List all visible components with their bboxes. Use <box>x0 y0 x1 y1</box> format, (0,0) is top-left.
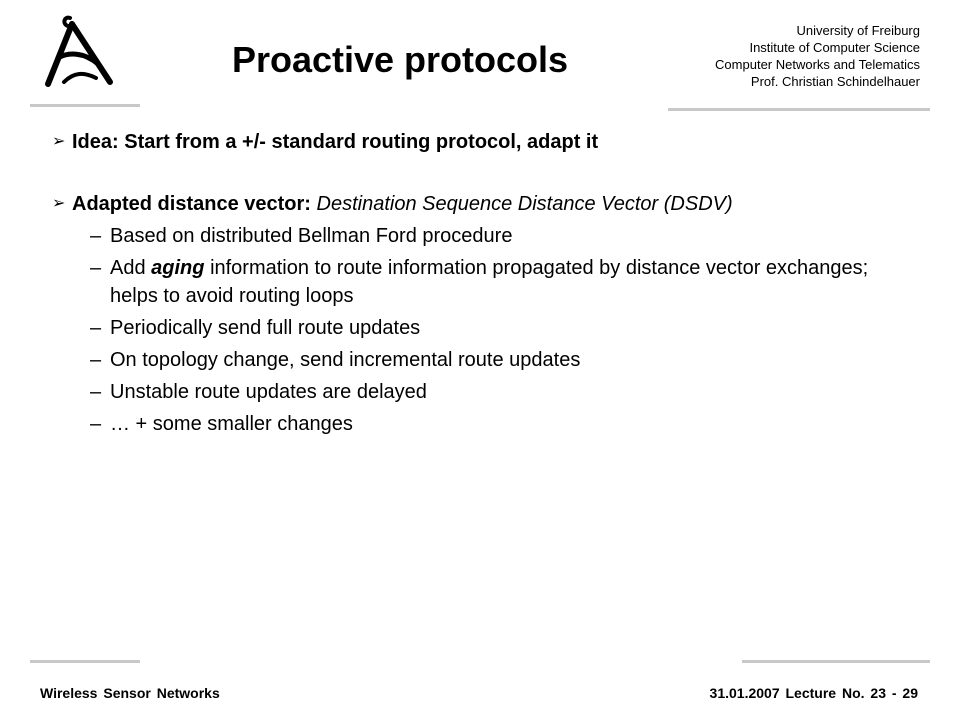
sub-item <box>90 346 912 374</box>
sub-text-emphasis: aging <box>151 257 205 279</box>
sub-item-text: Periodically send full route updates <box>110 317 421 339</box>
dash-marker: – <box>90 413 102 435</box>
sub-item-text: On topology change, send incremental route updates <box>110 349 581 371</box>
lecture-info: 31.01.2007 Lecture No. 23 - 29 <box>709 685 918 701</box>
sub-item-text: Unstable route updates are delayed <box>110 381 427 403</box>
institution-line: University of Freiburg <box>796 23 920 38</box>
arrowhead-bullet-icon: ➢ <box>52 195 66 212</box>
institution-block <box>715 22 920 90</box>
sub-item <box>90 222 912 250</box>
university-logo-icon <box>40 12 122 92</box>
sub-text-post: information to route information propagated by distance vector exchanges; helps to avoid routing loops <box>110 257 869 307</box>
institution-line: Computer Networks and Telematics <box>715 57 920 72</box>
bullet-lead: Adapted distance vector: <box>72 193 311 215</box>
bullet-text: Idea: Start from a +/- standard routing protocol, adapt it <box>72 131 599 153</box>
bullet-italic: Destination Sequence Distance Vector (DSDV) <box>316 193 733 215</box>
bullet-dsdv <box>52 190 912 218</box>
dash-marker: – <box>90 257 102 279</box>
institution-line: Prof. Christian Schindelhauer <box>750 74 920 89</box>
sub-item <box>90 314 912 342</box>
bullet-text <box>72 190 733 218</box>
footer-divider-left <box>30 660 140 663</box>
header-divider-right <box>668 108 930 111</box>
institution-line: Institute of Computer Science <box>749 40 920 55</box>
dash-marker: – <box>90 317 102 339</box>
slide-title: Proactive protocols <box>231 39 569 80</box>
sub-item <box>90 254 912 310</box>
bullet-idea <box>52 128 912 156</box>
header-divider-left <box>30 104 140 107</box>
dash-marker: – <box>90 381 102 403</box>
arrowhead-bullet-icon: ➢ <box>52 133 66 150</box>
sub-item <box>90 410 912 438</box>
dash-marker: – <box>90 349 102 371</box>
dash-marker: – <box>90 225 102 247</box>
course-name: Wireless Sensor Networks <box>40 685 220 701</box>
sub-item <box>90 378 912 406</box>
footer-divider-right <box>742 660 930 663</box>
sub-item-text <box>110 254 912 310</box>
sub-text-pre: Add <box>110 257 146 279</box>
slide-content <box>52 128 912 438</box>
sub-item-text: … + some smaller changes <box>110 413 353 435</box>
sub-item-text: Based on distributed Bellman Ford procedure <box>110 225 513 247</box>
